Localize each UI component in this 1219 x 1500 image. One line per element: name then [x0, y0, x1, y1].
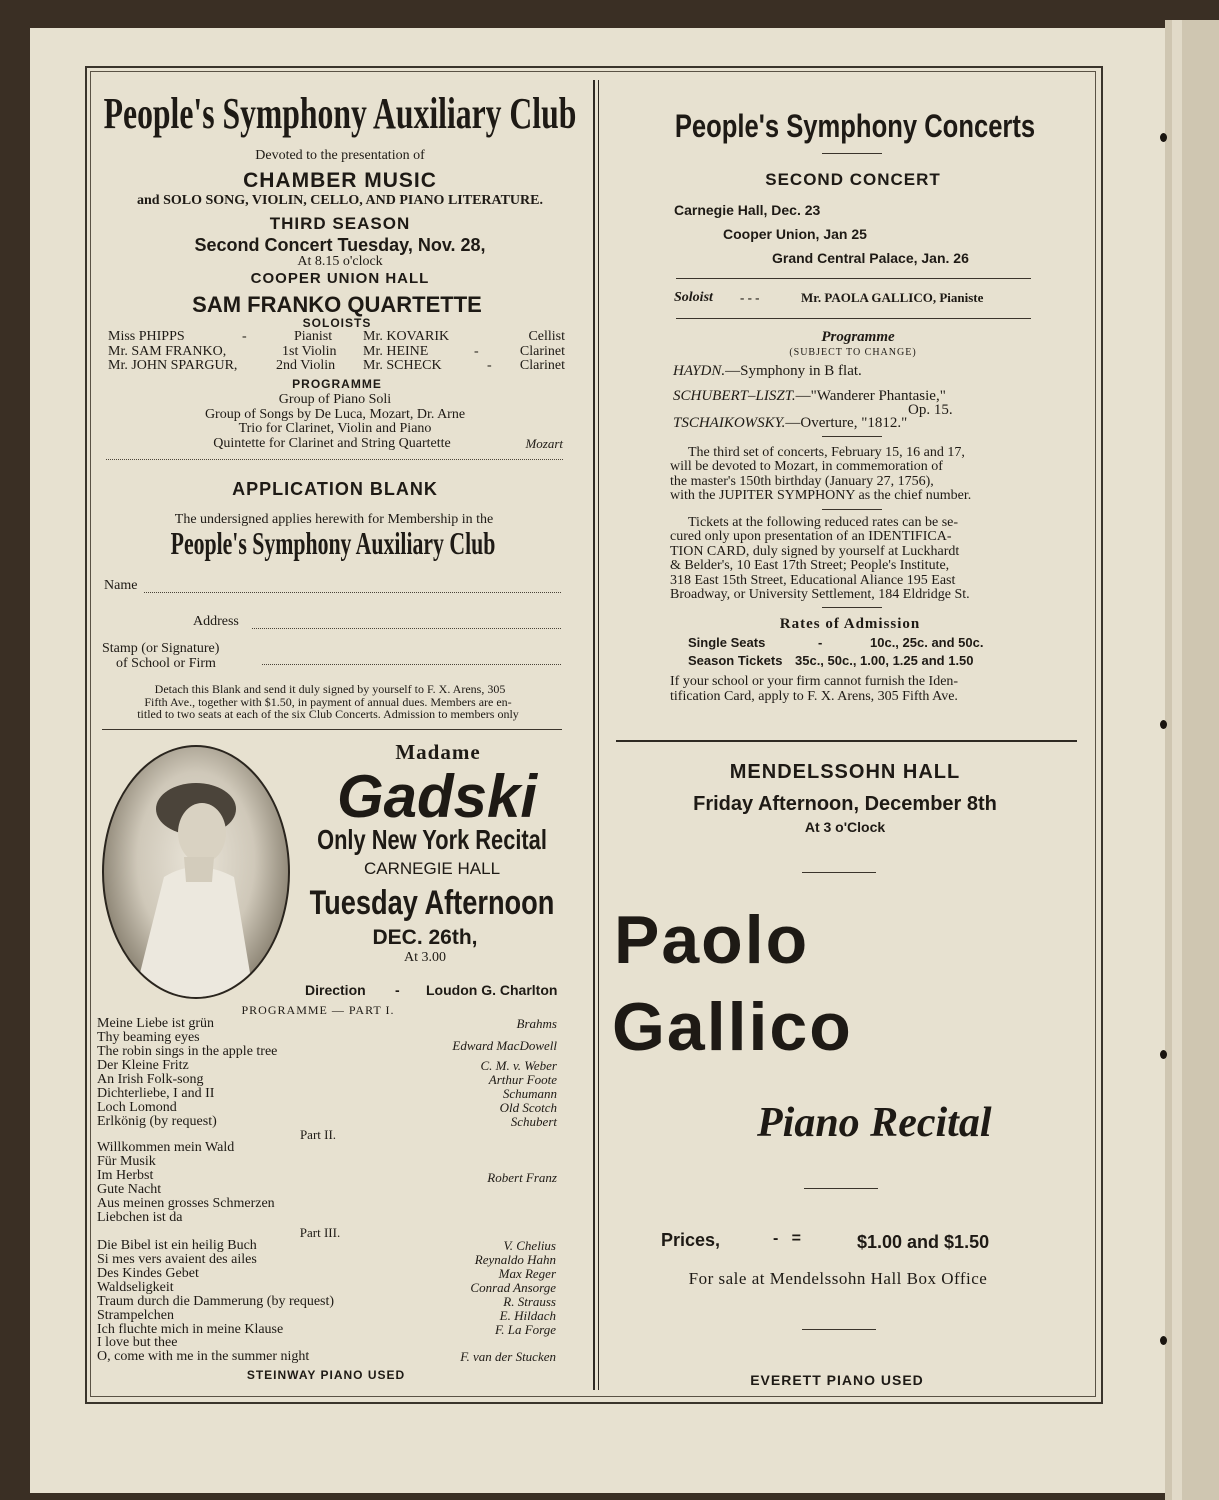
application-heading: APPLICATION BLANK [232, 479, 438, 499]
season-tickets-label: Season Tickets [688, 653, 783, 668]
programme-item: Quintette for Clarinet and String Quartette [213, 436, 451, 451]
prices-dashes: - = [773, 1230, 802, 1247]
direction-dash: - [395, 982, 400, 998]
soloist-label: Soloist [674, 290, 713, 305]
gadski-portrait [102, 745, 290, 999]
only-recital: Only New York Recital [317, 824, 547, 855]
address-field[interactable] [252, 628, 561, 629]
programme-item: Trio for Clarinet, Violin and Piano [238, 421, 432, 436]
gadski-day: Tuesday Afternoon [309, 884, 555, 922]
song-composer: Edward MacDowell [452, 1038, 557, 1053]
soloist-name: Mr. SCHECK [363, 358, 442, 373]
programme-line [673, 389, 946, 404]
song-title: I love but thee [97, 1335, 178, 1350]
single-seats-dash: - [818, 635, 823, 650]
programme-item: Group of Piano Soli [278, 392, 392, 407]
paragraph-line: & Belder's, 10 East 17th Street; People's Institute, [670, 558, 950, 573]
composer-haydn: HAYDN. [673, 363, 726, 379]
programme-heading: Programme [821, 329, 895, 345]
gadski-programme-heading: PROGRAMME — PART I. [241, 1003, 395, 1017]
song-title: Liebchen ist da [97, 1210, 183, 1225]
section-separator [616, 740, 1077, 742]
paragraph-line: with the JUPITER SYMPHONY as the chief number. [670, 488, 972, 503]
solo-literature-text: and SOLO SONG, VIOLIN, CELLO, AND PIANO LITERATURE. [137, 193, 543, 208]
paragraph-line: the master's 150th birthday (January 27, 1756), [670, 474, 934, 489]
footer-line: If your school or your firm cannot furnish the Iden- [670, 674, 959, 689]
second-concert: SECOND CONCERT [765, 170, 941, 189]
section-separator [102, 729, 562, 730]
song-composer: Conrad Ansorge [470, 1280, 556, 1295]
paragraph-line: will be devoted to Mozart, in commemoration of [670, 459, 943, 474]
programme-item: Group of Songs by De Luca, Mozart, Dr. Arne [204, 407, 466, 422]
song-composer: E. Hildach [499, 1308, 556, 1323]
detach-note: titled to two seats at each of the six Club Concerts. Admission to members only [137, 707, 519, 721]
song-composer: F. La Forge [494, 1322, 556, 1337]
short-rule [822, 153, 882, 154]
mendelssohn-hall: MENDELSSOHN HALL [729, 761, 961, 783]
direction-name: Loudon G. Charlton [426, 982, 558, 998]
stamp-label: of School or Firm [116, 656, 216, 671]
song-composer: R. Strauss [503, 1294, 556, 1309]
concert-time: At 8.15 o'clock [297, 254, 383, 269]
gallico-last-name: Gallico [612, 989, 853, 1065]
paragraph-line: 318 East 15th Street, Educational Aliance 195 East [670, 573, 956, 588]
song-title: Gute Nacht [97, 1182, 162, 1197]
binding-hole [1160, 133, 1167, 142]
song-title: Strampelchen [97, 1308, 174, 1323]
name-field[interactable] [144, 592, 561, 593]
single-seats-rates: 10c., 25c. and 50c. [870, 635, 984, 650]
soloist-name: Mr. KOVARIK [363, 329, 450, 344]
song-title: The robin sings in the apple tree [97, 1044, 278, 1059]
gallico-time: At 3 o'Clock [804, 819, 886, 835]
column-divider-inner [598, 80, 599, 1390]
binding-hole [1160, 720, 1167, 729]
detach-note: Detach this Blank and send it duly signed by yourself to F. X. Arens, 305 [154, 682, 506, 696]
work-haydn: —Symphony in B flat. [725, 363, 862, 379]
devoted-text: Devoted to the presentation of [255, 148, 425, 163]
gadski-time: At 3.00 [404, 950, 446, 965]
song-title: Thy beaming eyes [97, 1030, 200, 1045]
chamber-music-heading: CHAMBER MUSIC [243, 169, 437, 192]
piano-recital: Piano Recital [757, 1100, 992, 1146]
song-title: O, come with me in the summer night [97, 1349, 310, 1364]
song-composer: Schubert [510, 1114, 557, 1129]
paragraph-line: Broadway, or University Settlement, 184 Eldridge St. [670, 587, 970, 602]
soloist-name: Mr. JOHN SPARGUR, [108, 358, 238, 373]
short-rule [804, 1188, 878, 1189]
song-title: An Irish Folk-song [97, 1072, 204, 1087]
quartette-heading: SAM FRANKO QUARTETTE [192, 292, 482, 317]
song-title: Im Herbst [97, 1168, 154, 1183]
detach-note: Fifth Ave., together with $1.50, in payment of annual dues. Members are en- [144, 695, 512, 709]
prices-value: $1.00 and $1.50 [857, 1232, 990, 1252]
gadski-name: Gadski [336, 763, 538, 830]
club-title: People's Symphony Auxiliary Club [103, 89, 577, 138]
short-rule [822, 607, 882, 608]
song-composer: Arthur Foote [488, 1072, 557, 1087]
box-office-note: For sale at Mendelssohn Hall Box Office [688, 1269, 988, 1288]
song-title: Loch Lomond [97, 1100, 177, 1115]
programme-heading: PROGRAMME [292, 377, 382, 391]
soloist-role: Clarinet [519, 344, 565, 359]
subject-note: (SUBJECT TO CHANGE) [789, 347, 917, 358]
venue-2: Cooper Union, Jan 25 [723, 226, 867, 242]
song-title: Erlkönig (by request) [97, 1114, 217, 1129]
song-title: Si mes vers avaient des ailes [97, 1252, 257, 1267]
soloist-role: 2nd Violin [276, 358, 336, 373]
song-title: Meine Liebe ist grün [97, 1016, 215, 1031]
paragraph-line: The third set of concerts, February 15, 16 and 17, [688, 445, 965, 460]
season-tickets-rates: 35c., 50c., 1.00, 1.25 and 1.50 [795, 653, 974, 668]
venue-3: Grand Central Palace, Jan. 26 [772, 250, 969, 266]
venue-1: Carnegie Hall, Dec. 23 [674, 202, 821, 218]
composer-tschaikowsky: TSCHAIKOWSKY. [673, 415, 786, 431]
song-composer: C. M. v. Weber [480, 1058, 557, 1073]
madame-label: Madame [395, 740, 481, 764]
section-separator [106, 459, 563, 460]
programme-composer: Mozart [525, 436, 563, 451]
song-composer: Schumann [502, 1086, 557, 1101]
song-composer: Robert Franz [487, 1170, 557, 1185]
programme-line [673, 416, 907, 431]
soloist-dashes: - - - [740, 290, 760, 305]
gallico-date: Friday Afternoon, December 8th [693, 793, 997, 815]
soloist-dash: - [487, 358, 492, 373]
portrait-figure [104, 747, 288, 997]
address-label: Address [193, 614, 239, 629]
season-heading: THIRD SEASON [269, 214, 411, 233]
short-rule [822, 436, 882, 437]
song-title: Traum durch die Dammerung (by request) [97, 1294, 335, 1309]
soloist-role: 1st Violin [282, 344, 337, 359]
page-edge-highlight [1172, 20, 1182, 1500]
concerts-title: People's Symphony Concerts [674, 108, 1036, 144]
song-title: Die Bibel ist ein heilig Buch [97, 1238, 257, 1253]
soloist-name: Mr. HEINE [363, 344, 429, 359]
direction-label: Direction [305, 982, 366, 998]
programme-opus: Op. 15. [908, 402, 953, 418]
column-divider [593, 80, 595, 1390]
application-club: People's Symphony Auxiliary Club [170, 525, 496, 561]
song-title: Ich fluchte mich in meine Klause [97, 1322, 284, 1337]
concert-hall: COOPER UNION HALL [250, 270, 430, 287]
composer-schubert-liszt: SCHUBERT–LISZT. [673, 388, 796, 404]
song-composer: Reynaldo Hahn [474, 1252, 556, 1267]
soloist-role: Pianist [294, 329, 333, 344]
short-rule [802, 1329, 876, 1330]
name-label: Name [104, 578, 138, 593]
programme-line [673, 364, 862, 379]
song-title: Des Kindes Gebet [97, 1266, 199, 1281]
soloists-heading: SOLOISTS [302, 316, 372, 330]
rates-heading: Rates of Admission [779, 616, 921, 632]
song-title: Aus meinen grosses Schmerzen [97, 1196, 275, 1211]
song-composer: Old Scotch [499, 1100, 557, 1115]
part2-heading: Part II. [299, 1127, 337, 1142]
concert-date: Second Concert Tuesday, Nov. 28, [194, 235, 486, 255]
soloist-dash: - [474, 344, 479, 359]
soloist-role: Clarinet [519, 358, 565, 373]
gadski-hall: CARNEGIE HALL [363, 859, 501, 878]
song-composer: Brahms [516, 1016, 557, 1031]
gallico-first-name: Paolo [614, 902, 810, 978]
stamp-label: Stamp (or Signature) [102, 641, 220, 656]
paragraph-line: TION CARD, duly signed by yourself at Luckhardt [670, 544, 960, 559]
prices-label: Prices, [661, 1230, 721, 1250]
soloist-name: Mr. PAOLA GALLICO, Pianiste [801, 290, 984, 305]
paragraph-line: cured only upon presentation of an IDENTIFICA- [670, 529, 952, 544]
part3-heading: Part III. [299, 1225, 341, 1240]
steinway-note: STEINWAY PIANO USED [246, 1368, 406, 1382]
song-composer: F. van der Stucken [460, 1349, 556, 1364]
short-rule [822, 509, 882, 510]
short-rule [802, 872, 876, 873]
song-title: Der Kleine Fritz [97, 1058, 189, 1073]
everett-note: EVERETT PIANO USED [750, 1372, 924, 1388]
song-title: Waldseligkeit [97, 1280, 174, 1295]
work-schubert-liszt: —"Wanderer Phantasie," [795, 388, 946, 404]
gadski-date: DEC. 26th, [372, 926, 478, 949]
soloist-name: Miss PHIPPS [108, 329, 185, 344]
application-intro: The undersigned applies herewith for Membership in the [174, 512, 494, 527]
rule [676, 278, 1031, 279]
song-composer: V. Chelius [503, 1238, 556, 1253]
single-seats-label: Single Seats [688, 635, 766, 650]
paragraph-line: Tickets at the following reduced rates can be se- [688, 515, 959, 530]
work-tschaikowsky: —Overture, "1812." [785, 415, 908, 431]
song-title: Dichterliebe, I and II [97, 1086, 215, 1101]
footer-line: tification Card, apply to F. X. Arens, 305 Fifth Ave. [670, 689, 958, 704]
song-title: Willkommen mein Wald [97, 1140, 235, 1155]
binding-hole [1160, 1336, 1167, 1345]
soloist-role: Cellist [528, 329, 565, 344]
soloist-dash: - [242, 329, 247, 344]
rule [676, 318, 1031, 319]
soloist-name: Mr. SAM FRANKO, [108, 344, 227, 359]
stamp-field[interactable] [262, 664, 561, 665]
song-composer: Max Reger [498, 1266, 556, 1281]
binding-hole [1160, 1050, 1167, 1059]
song-title: Für Musik [97, 1154, 156, 1169]
